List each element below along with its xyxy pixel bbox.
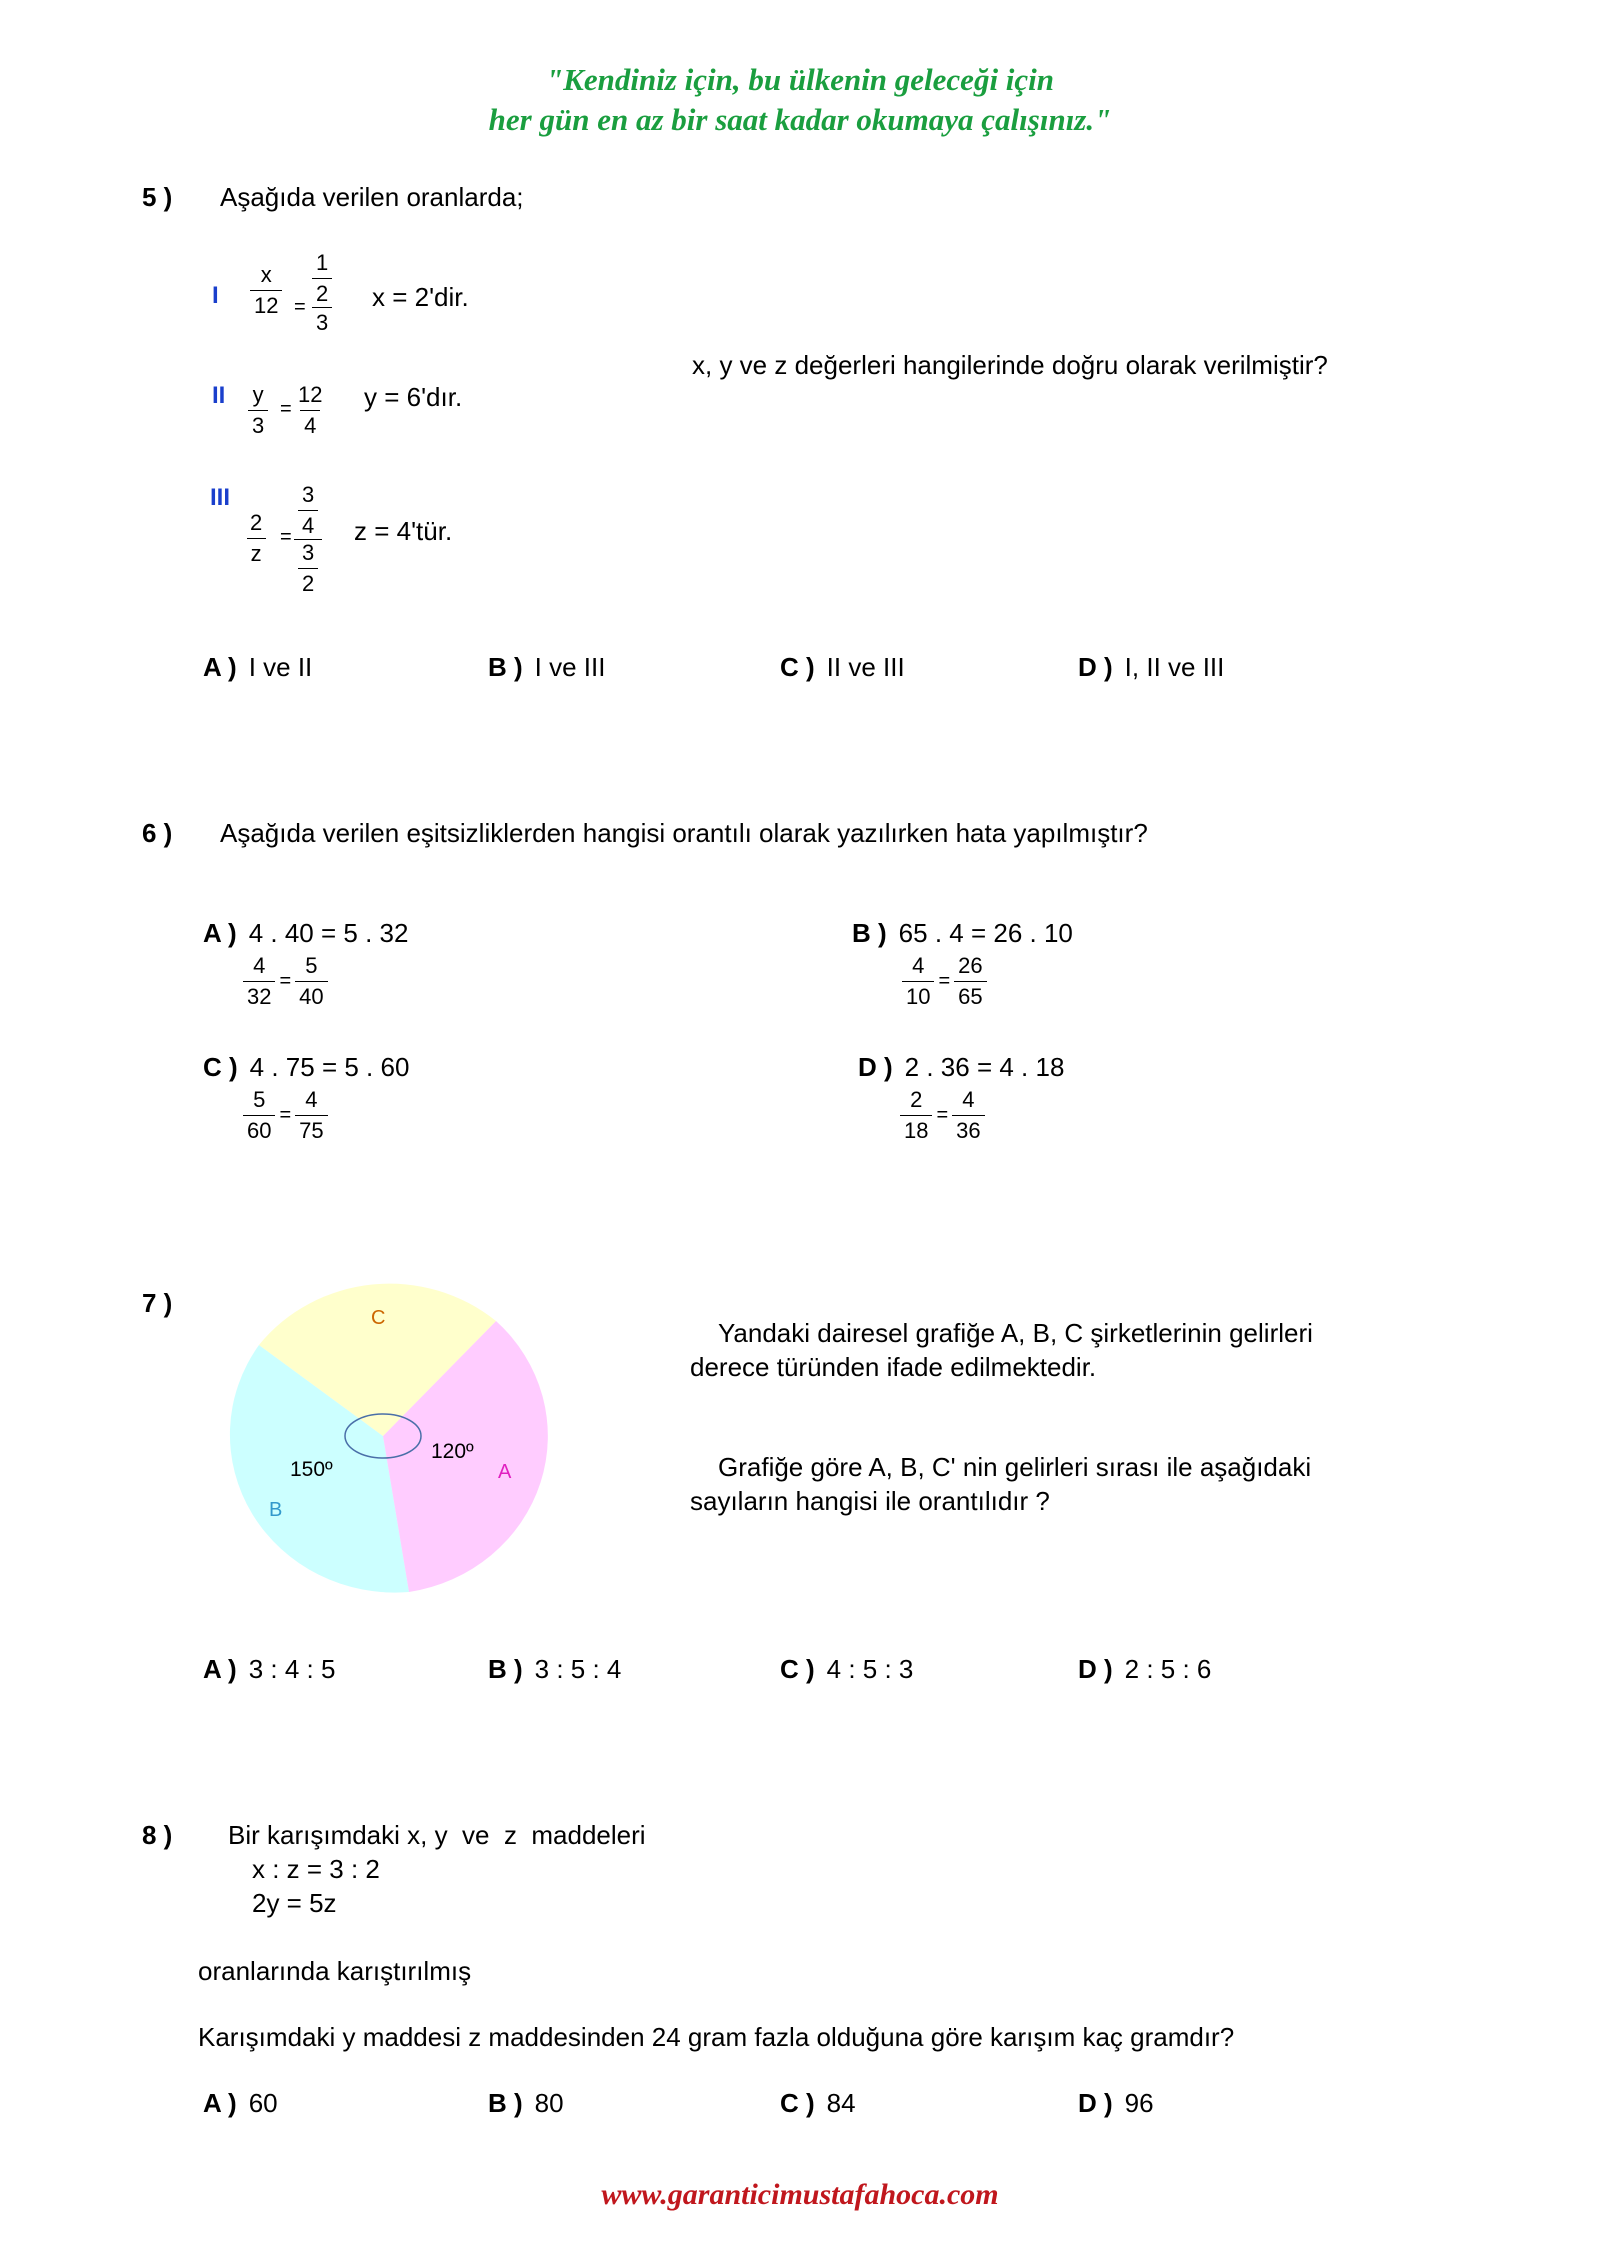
result-2: y = 6'dır. (364, 382, 463, 412)
numerator: y (252, 382, 264, 407)
denominator: 75 (295, 1115, 327, 1144)
option-fractions (243, 1087, 409, 1144)
label-a: A (498, 1461, 512, 1483)
equals-sign: = (280, 398, 292, 420)
numerator: 26 (958, 953, 983, 978)
option-key: B ) (852, 918, 887, 948)
option-key: C ) (780, 2088, 815, 2118)
denominator: 60 (243, 1115, 275, 1144)
result-1: x = 2'dir. (372, 282, 469, 312)
pie-chart (210, 1278, 560, 1608)
option-text: 2 . 36 = 4 . 18 (904, 1052, 1065, 1082)
denominator: 2 (298, 568, 318, 597)
denominator: 3 (312, 307, 332, 336)
option-key: D ) (1078, 1654, 1113, 1684)
option-key: C ) (203, 1052, 238, 1082)
question-6-number: 6 ) (142, 818, 173, 848)
roman-2: II (212, 382, 226, 409)
equals-sign: = (279, 970, 292, 992)
option-key: A ) (203, 1654, 237, 1684)
equals-sign: = (279, 1104, 292, 1126)
option-text: 3 : 5 : 4 (534, 1654, 622, 1684)
option-key: B ) (488, 2088, 523, 2118)
option-fractions (902, 953, 1073, 1010)
q8-option-d[interactable] (1078, 2088, 1154, 2119)
denominator: 12 (250, 290, 282, 319)
denominator: 65 (954, 981, 986, 1010)
q7-option-d[interactable] (1078, 1654, 1211, 1685)
question-8-number: 8 ) (142, 1820, 173, 1850)
denominator: 36 (952, 1115, 984, 1144)
numerator: 2 (910, 1087, 923, 1112)
question-5-number: 5 ) (142, 182, 173, 212)
denominator: z (247, 538, 266, 567)
question-7-text-1: Yandaki dairesel grafiğe A, B, C şirketlerinin gelirleri (718, 1318, 1313, 1348)
question-7-number: 7 ) (142, 1288, 173, 1318)
option-text: I ve II (248, 652, 313, 682)
numerator: 5 (305, 953, 318, 978)
denominator: 4 (298, 510, 318, 539)
q5-option-b[interactable] (488, 652, 605, 683)
numerator: 4 (912, 953, 925, 978)
question-8-line-1: Bir karışımdaki x, y ve z maddeleri (228, 1820, 646, 1850)
numerator: 5 (253, 1087, 266, 1112)
numerator: x (260, 262, 272, 287)
option-text: 60 (248, 2088, 278, 2118)
denominator: 40 (295, 981, 327, 1010)
roman-3: III (210, 484, 231, 511)
option-key: D ) (1078, 652, 1113, 682)
numerator: 4 (305, 1087, 318, 1112)
denominator: 32 (243, 981, 275, 1010)
option-text: I, II ve III (1124, 652, 1225, 682)
fraction-y-3 (248, 382, 268, 439)
option-text: 96 (1124, 2088, 1154, 2118)
denominator: 2 (312, 278, 332, 307)
option-text: 4 . 40 = 5 . 32 (248, 918, 409, 948)
equals-sign: = (936, 1104, 949, 1126)
option-key: A ) (203, 652, 237, 682)
numerator: 2 (250, 510, 263, 535)
q5-option-d[interactable] (1078, 652, 1224, 683)
q6-option-a[interactable] (203, 918, 408, 1010)
option-key: B ) (488, 652, 523, 682)
option-text: 80 (534, 2088, 564, 2118)
option-key: A ) (203, 918, 237, 948)
option-key: A ) (203, 2088, 237, 2118)
option-text: 3 : 4 : 5 (248, 1654, 336, 1684)
fraction-x-12 (250, 262, 282, 319)
option-fractions (243, 953, 408, 1010)
complex-fraction (308, 250, 336, 336)
option-text: 4 . 75 = 5 . 60 (249, 1052, 410, 1082)
option-key: B ) (488, 1654, 523, 1684)
denominator: 18 (900, 1115, 932, 1144)
q7-option-c[interactable] (780, 1654, 913, 1685)
question-5-text: x, y ve z değerleri hangilerinde doğru olarak verilmiştir? (692, 350, 1328, 380)
q6-option-b[interactable] (852, 918, 1073, 1010)
question-6-text: Aşağıda verilen eşitsizliklerden hangisi orantılı olarak yazılırken hata yapılmıştır? (220, 818, 1148, 848)
fraction-12-4 (294, 382, 326, 439)
numerator: 4 (253, 953, 266, 978)
numerator: 1 (316, 250, 329, 275)
angle-label-b: 150º (290, 1458, 333, 1481)
equals-sign: = (294, 296, 306, 318)
motto-line-1: "Kendiniz için, bu ülkenin geleceği için (545, 62, 1055, 97)
option-fractions (900, 1087, 1064, 1144)
footer-website-link[interactable]: www.garanticimustafahoca.com (601, 2178, 999, 2211)
denominator: 3 (248, 410, 268, 439)
q5-option-c[interactable] (780, 652, 905, 683)
question-5-intro: Aşağıda verilen oranlarda; (220, 182, 524, 212)
option-text: I ve III (534, 652, 606, 682)
q6-option-c[interactable] (203, 1052, 409, 1144)
denominator: 10 (902, 981, 934, 1010)
q7-option-b[interactable] (488, 1654, 621, 1685)
question-8-line-3: 2y = 5z (252, 1888, 337, 1918)
ratio-item-2 (212, 380, 592, 450)
angle-label-a: 120º (431, 1440, 474, 1463)
option-text: 65 . 4 = 26 . 10 (898, 918, 1073, 948)
question-7-text-2: derece türünden ifade edilmektedir. (690, 1352, 1097, 1382)
option-key: C ) (780, 652, 815, 682)
equals-sign: = (280, 526, 292, 548)
denominator: 4 (300, 410, 320, 439)
option-text: 2 : 5 : 6 (1124, 1654, 1212, 1684)
equals-sign: = (938, 970, 951, 992)
roman-1: I (212, 282, 219, 309)
question-8-line-2: x : z = 3 : 2 (252, 1854, 380, 1884)
q7-option-a[interactable] (203, 1654, 335, 1685)
ratio-item-3 (210, 482, 590, 612)
numerator: 3 (302, 482, 315, 507)
option-key: D ) (858, 1052, 893, 1082)
numerator: 4 (962, 1087, 975, 1112)
label-c: C (371, 1307, 386, 1329)
complex-fraction (294, 482, 322, 597)
label-b: B (269, 1499, 283, 1521)
numerator: 12 (298, 382, 323, 407)
option-text: II ve III (826, 652, 905, 682)
ratio-item-1 (212, 250, 592, 350)
option-key: C ) (780, 1654, 815, 1684)
motto-line-2: her gün en az bir saat kadar okumaya çalışınız." (488, 102, 1112, 137)
numerator: 3 (302, 540, 315, 565)
question-8-line-5: Karışımdaki y maddesi z maddesinden 24 gram fazla olduğuna göre karışım kaç gramdır? (198, 2022, 1235, 2052)
q8-option-c[interactable] (780, 2088, 856, 2119)
result-3: z = 4'tür. (354, 516, 453, 546)
option-text: 84 (826, 2088, 856, 2118)
q5-option-a[interactable] (203, 652, 312, 683)
question-7-text-4: sayıların hangisi ile orantılıdır ? (690, 1486, 1050, 1516)
option-text: 4 : 5 : 3 (826, 1654, 914, 1684)
question-7-text-3: Grafiğe göre A, B, C' nin gelirleri sırası ile aşağıdaki (718, 1452, 1312, 1482)
fraction-2-z (246, 510, 266, 567)
q8-option-b[interactable] (488, 2088, 564, 2119)
q6-option-d[interactable] (858, 1052, 1064, 1144)
question-8-line-4: oranlarında karıştırılmış (198, 1956, 472, 1986)
option-key: D ) (1078, 2088, 1113, 2118)
q8-option-a[interactable] (203, 2088, 278, 2119)
